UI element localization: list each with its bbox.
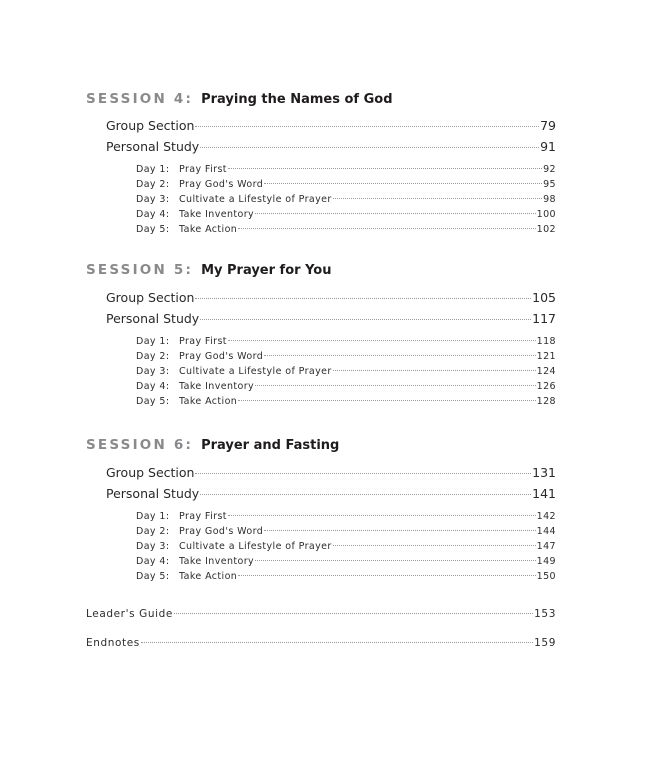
day-title: Take Action [179, 224, 238, 235]
toc-entry-day-2[interactable] [136, 526, 556, 537]
toc-entry-day-5[interactable] [136, 224, 556, 235]
page-number: 100 [536, 209, 556, 220]
page-number: 91 [540, 139, 556, 154]
day-label: Day 3: [136, 541, 170, 552]
day-label: Day 2: [136, 526, 170, 537]
toc-entry-personal-study[interactable] [106, 139, 556, 154]
page-number: 141 [532, 486, 556, 501]
day-label: Day 5: [136, 224, 170, 235]
day-label: Day 4: [136, 556, 170, 567]
day-title: Pray God's Word [179, 351, 264, 362]
dot-leader [200, 319, 531, 320]
session-4-heading [86, 91, 393, 107]
day-label: Day 4: [136, 209, 170, 220]
page-number: 92 [543, 164, 556, 175]
toc-entry-day-2[interactable] [136, 179, 556, 190]
dot-leader [228, 340, 536, 341]
page-number: 128 [536, 396, 556, 407]
dot-leader [228, 168, 542, 169]
page-number: 153 [534, 608, 556, 620]
session-title: Praying the Names of God [201, 92, 393, 107]
day-title: Cultivate a Lifestyle of Prayer [179, 194, 332, 205]
page-number: 149 [536, 556, 556, 567]
session-6-heading [86, 437, 339, 453]
dot-leader [195, 298, 531, 299]
toc-entry-day-5[interactable] [136, 396, 556, 407]
dot-leader [228, 515, 536, 516]
entry-label: Group Section [106, 118, 195, 133]
toc-entry-day-3[interactable] [136, 366, 556, 377]
toc-entry-day-4[interactable] [136, 381, 556, 392]
day-title: Pray First [179, 164, 227, 175]
dot-leader [264, 530, 536, 531]
page-number: 124 [536, 366, 556, 377]
day-title: Take Action [179, 396, 238, 407]
day-title: Take Inventory [179, 381, 255, 392]
page-number: 126 [536, 381, 556, 392]
page-number: 98 [543, 194, 556, 205]
dot-leader [333, 370, 536, 371]
session-5-heading [86, 262, 331, 278]
toc-entry-personal-study[interactable] [106, 486, 556, 501]
day-label: Day 4: [136, 381, 170, 392]
entry-label: Personal Study [106, 486, 200, 501]
page-number: 117 [532, 311, 556, 326]
toc-entry-day-4[interactable] [136, 556, 556, 567]
toc-entry-group-section[interactable] [106, 290, 556, 305]
page-number: 79 [540, 118, 556, 133]
dot-leader [195, 473, 531, 474]
session-number: SESSION 5: [86, 262, 194, 278]
toc-entry-day-3[interactable] [136, 541, 556, 552]
day-label: Day 3: [136, 194, 170, 205]
page-number: 118 [536, 336, 556, 347]
page-number: 102 [536, 224, 556, 235]
page-number: 144 [536, 526, 556, 537]
entry-label: Group Section [106, 290, 195, 305]
day-title: Pray God's Word [179, 179, 264, 190]
dot-leader [264, 183, 542, 184]
day-title: Pray First [179, 336, 227, 347]
entry-label: Endnotes [86, 637, 140, 649]
page-number: 131 [532, 465, 556, 480]
dot-leader [238, 575, 535, 576]
dot-leader [141, 642, 533, 643]
session-number: SESSION 6: [86, 437, 194, 453]
day-title: Cultivate a Lifestyle of Prayer [179, 366, 332, 377]
session-number: SESSION 4: [86, 91, 194, 107]
dot-leader [174, 613, 533, 614]
day-label: Day 2: [136, 351, 170, 362]
day-title: Pray God's Word [179, 526, 264, 537]
page-number: 142 [536, 511, 556, 522]
day-title: Cultivate a Lifestyle of Prayer [179, 541, 332, 552]
toc-entry-day-4[interactable] [136, 209, 556, 220]
day-title: Take Inventory [179, 556, 255, 567]
dot-leader [195, 126, 539, 127]
day-label: Day 5: [136, 571, 170, 582]
page-number: 121 [536, 351, 556, 362]
page-number: 95 [543, 179, 556, 190]
page-number: 150 [536, 571, 556, 582]
entry-label: Group Section [106, 465, 195, 480]
dot-leader [238, 400, 535, 401]
entry-label: Personal Study [106, 311, 200, 326]
toc-entry-day-1[interactable] [136, 511, 556, 522]
entry-label: Leader's Guide [86, 608, 173, 620]
day-label: Day 2: [136, 179, 170, 190]
dot-leader [200, 147, 539, 148]
toc-entry-group-section[interactable] [106, 118, 556, 133]
page-number: 159 [534, 637, 556, 649]
dot-leader [200, 494, 531, 495]
dot-leader [255, 213, 536, 214]
page-number: 105 [532, 290, 556, 305]
dot-leader [333, 198, 542, 199]
page-number: 147 [536, 541, 556, 552]
dot-leader [255, 560, 536, 561]
day-label: Day 1: [136, 164, 170, 175]
day-label: Day 5: [136, 396, 170, 407]
day-title: Take Action [179, 571, 238, 582]
entry-label: Personal Study [106, 139, 200, 154]
dot-leader [238, 228, 535, 229]
dot-leader [333, 545, 536, 546]
toc-entry-day-1[interactable] [136, 336, 556, 347]
session-title: My Prayer for You [201, 263, 332, 278]
day-label: Day 3: [136, 366, 170, 377]
toc-entry-endnotes[interactable] [86, 637, 556, 649]
toc-entry-day-1[interactable] [136, 164, 556, 175]
toc-entry-leaders-guide[interactable] [86, 608, 556, 620]
toc-entry-day-5[interactable] [136, 571, 556, 582]
session-title: Prayer and Fasting [201, 438, 340, 453]
day-title: Take Inventory [179, 209, 255, 220]
day-label: Day 1: [136, 336, 170, 347]
day-title: Pray First [179, 511, 227, 522]
dot-leader [255, 385, 536, 386]
toc-entry-day-3[interactable] [136, 194, 556, 205]
toc-entry-personal-study[interactable] [106, 311, 556, 326]
dot-leader [264, 355, 536, 356]
day-label: Day 1: [136, 511, 170, 522]
toc-entry-day-2[interactable] [136, 351, 556, 362]
toc-entry-group-section[interactable] [106, 465, 556, 480]
